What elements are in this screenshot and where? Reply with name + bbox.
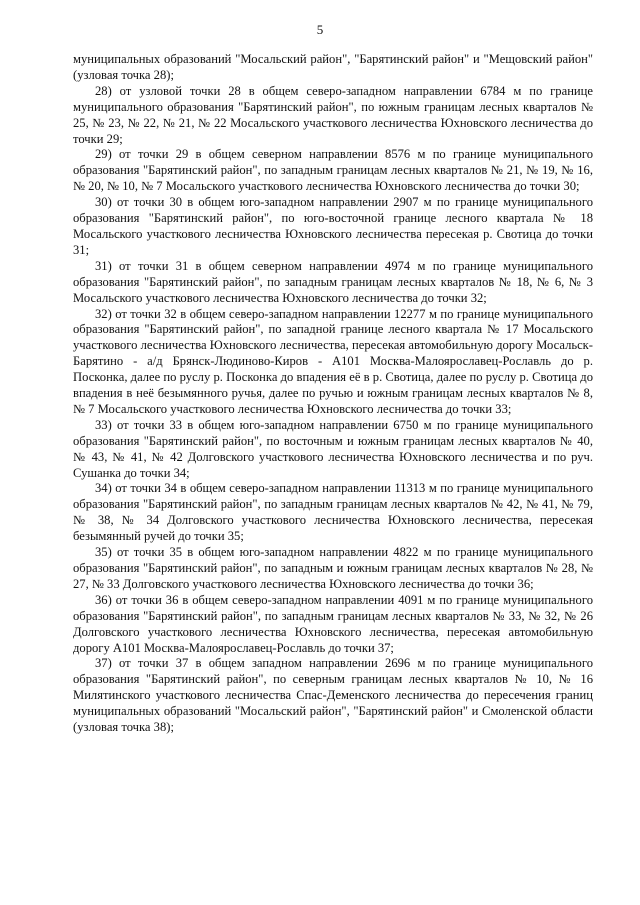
paragraph-item-35: 35) от точки 35 в общем юго-западном направлении 4822 м по границе муниципального образования "Барятинский район", по западным и южным границам лесных кварталов № 28, № 27, № 33 Долговского участкового лесничества Юхновского лесничества до точки 36; — [73, 545, 593, 591]
paragraph-continuation: муниципальных образований "Мосальский район", "Барятинский район" и "Мещовский район" (узловая точка 28); — [73, 52, 593, 82]
paragraph-item-29: 29) от точки 29 в общем северном направлении 8576 м по границе муниципального образования "Барятинский район", по западным границам лесных кварталов № 21, № 19, № 16, № 20, № 10, № 7 Мосальского участкового лесничества Юхновского лесничества до точки 30; — [73, 147, 593, 194]
page-number: 5 — [316, 22, 324, 37]
paragraph-item-32: 32) от точки 32 в общем северо-западном направлении 12277 м по границе муниципального образования "Барятинский район", по западной границе лесного квартала № 17 Мосальского участкового лесничества Юхновского лесничества, пересекая автомобильную дорогу Мосальск-Барятино - а/д Брянск-Людиново-Киров - А101 Москва-Малоярославец-Рославль до р. Посконка, далее по руслу р. Посконка до впадения её в р. Свотица, далее по руслу р. Свотица до впадения в неё безымянного ручья, далее по ручью и южным границам лесных кварталов № 8, № 7 Мосальского участкового лесничества Юхновского лесничества до точки 33; — [73, 306, 593, 416]
paragraph-item-31: 31) от точки 31 в общем северном направлении 4974 м по границе муниципального образования "Барятинский район", по западным границам лесных кварталов № 18, № 6, № 3 Мосальского участкового лесничества Юхновского лесничества до точки 32; — [73, 258, 593, 305]
paragraph-item-37: 37) от точки 37 в общем западном направлении 2696 м по границе муниципального образования "Барятинский район", по северным границам лесных кварталов № 10, № 16 Милятинского участкового лесничества Спас-Деменского лесничества до пересечения границ муниципальных образований "Мосальский район", "Барятинский район" и Смоленской области (узловая точка 38); — [73, 656, 593, 735]
paragraph-item-36: 36) от точки 36 в общем северо-западном направлении 4091 м по границе муниципального образования "Барятинский район", по западным границам лесных кварталов № 33, № 32, № 26 Долговского участкового лесничества Юхновского лесничества, пересекая автомобильную дорогу А101 Москва-Малоярославец-Рославль до точки 37; — [73, 592, 593, 655]
paragraph-item-30: 30) от точки 30 в общем юго-западном направлении 2907 м по границе муниципального образования "Барятинский район", по юго-восточной границе лесного квартала № 18 Мосальского участкового лесничества Юхновского лесничества пересекая р. Свотица до точки 31; — [73, 195, 593, 257]
paragraph-item-28: 28) от узловой точки 28 в общем северо-западном направлении 6784 м по границе муниципального образования "Барятинский район", по южным границам лесных кварталов № 25, № 23, № 22, № 21, № 22 Мосальского участкового лесничества Юхновского лесничества до точки 29; — [73, 83, 593, 146]
paragraph-item-33: 33) от точки 33 в общем юго-западном направлении 6750 м по границе муниципального образования "Барятинский район", по восточным и южным границам лесных кварталов № 40, № 43, № 41, № 42 Долговского участкового лесничества Юхновского лесничества и по руч. Сушанка до точки 34; — [73, 417, 593, 480]
paragraph-item-34: 34) от точки 34 в общем северо-западном направлении 11313 м по границе муниципального образования "Барятинский район", по западным границам лесных кварталов № 42, № 41, № 79, № 38, № 34 Долговского участкового лесничества Юхновского лесничества, пересекая безымянный ручей до точки 35; — [73, 481, 593, 544]
document-body — [73, 52, 593, 736]
